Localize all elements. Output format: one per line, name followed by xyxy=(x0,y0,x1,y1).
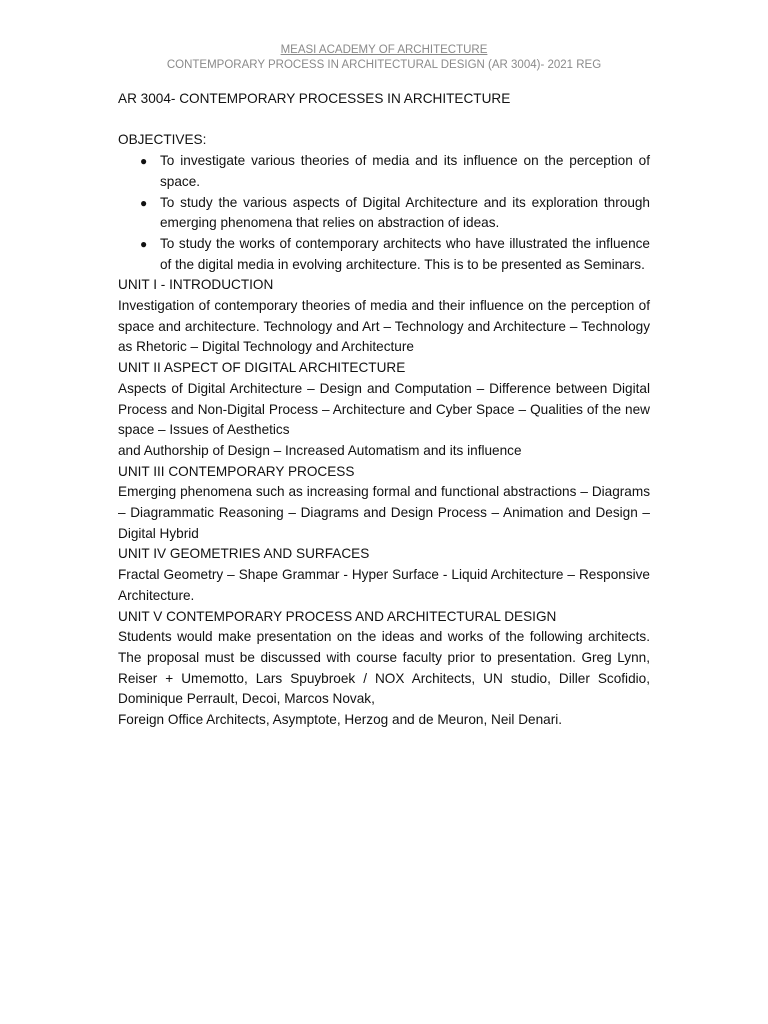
page-header xyxy=(0,43,768,73)
unit-3 xyxy=(118,462,650,545)
unit-heading: UNIT III CONTEMPORARY PROCESS xyxy=(118,463,355,479)
objective-text: To study the works of contemporary architects who have illustrated the influence of the digital media in evolving architecture. This is to be presented as Seminars. xyxy=(160,235,650,272)
unit-paragraph: Fractal Geometry – Shape Grammar - Hyper Surface - Liquid Architecture – Responsive Architecture. xyxy=(118,567,650,603)
unit-body xyxy=(118,565,650,606)
objective-item xyxy=(140,234,650,275)
objective-item xyxy=(140,193,650,234)
unit-body xyxy=(118,296,650,358)
unit-heading: UNIT II ASPECT OF DIGITAL ARCHITECTURE xyxy=(118,360,406,376)
unit-paragraph: Investigation of contemporary theories of media and their influence on the perception of space and architecture. Technology and Art – Technology and Architecture – Technology as Rhetoric – Digital Technology and Architecture xyxy=(118,298,650,355)
objective-item xyxy=(140,151,650,192)
objective-text: To study the various aspects of Digital Architecture and its exploration through emerging phenomena that relies on abstraction of ideas. xyxy=(160,194,650,231)
unit-5 xyxy=(118,607,650,731)
unit-body xyxy=(118,482,650,544)
objectives-list xyxy=(118,151,650,275)
bullet-icon: ● xyxy=(140,195,148,210)
unit-paragraph: Students would make presentation on the ideas and works of the following architects. The proposal must be discussed with course faculty prior to presentation. Greg Lynn, Reiser + Umemotto, Lars Spuybroek / NOX Architects, UN studio, Diller Scofidio, Dominique Perrault, Decoi, Marcos Novak, xyxy=(118,629,650,707)
unit-body xyxy=(118,379,650,462)
unit-paragraph: Emerging phenomena such as increasing formal and functional abstractions – Diagrams – Diagrammatic Reasoning – Diagrams and Design Process – Animation and Design – Digital Hybrid xyxy=(118,484,650,541)
course-line: CONTEMPORARY PROCESS IN ARCHITECTURAL DESIGN (AR 3004)- 2021 REG xyxy=(166,59,602,71)
unit-heading: UNIT V CONTEMPORARY PROCESS AND ARCHITECTURAL DESIGN xyxy=(118,608,557,624)
course-title: AR 3004- CONTEMPORARY PROCESSES IN ARCHITECTURE xyxy=(118,91,511,106)
objective-text: To investigate various theories of media and its influence on the perception of space. xyxy=(160,153,650,189)
bullet-icon: ● xyxy=(140,154,148,169)
unit-1 xyxy=(118,275,650,358)
unit-2 xyxy=(118,358,650,462)
unit-heading: UNIT IV GEOMETRIES AND SURFACES xyxy=(118,546,370,562)
institution-name: MEASI ACADEMY OF ARCHITECTURE xyxy=(280,44,488,56)
bullet-icon: ● xyxy=(140,236,148,251)
unit-paragraph: and Authorship of Design – Increased Automatism and its influence xyxy=(118,442,522,458)
unit-heading: UNIT I - INTRODUCTION xyxy=(118,277,274,293)
document-body xyxy=(118,89,650,731)
unit-paragraph: Foreign Office Architects, Asymptote, Herzog and de Meuron, Neil Denari. xyxy=(118,712,563,728)
objectives-heading: OBJECTIVES: xyxy=(118,132,207,148)
unit-4 xyxy=(118,544,650,606)
unit-paragraph: Aspects of Digital Architecture – Design and Computation – Difference between Digital Process and Non-Digital Process – Architecture and Cyber Space – Qualities of the new space – Issues of Aesthetics xyxy=(118,380,650,438)
unit-body xyxy=(118,627,650,731)
